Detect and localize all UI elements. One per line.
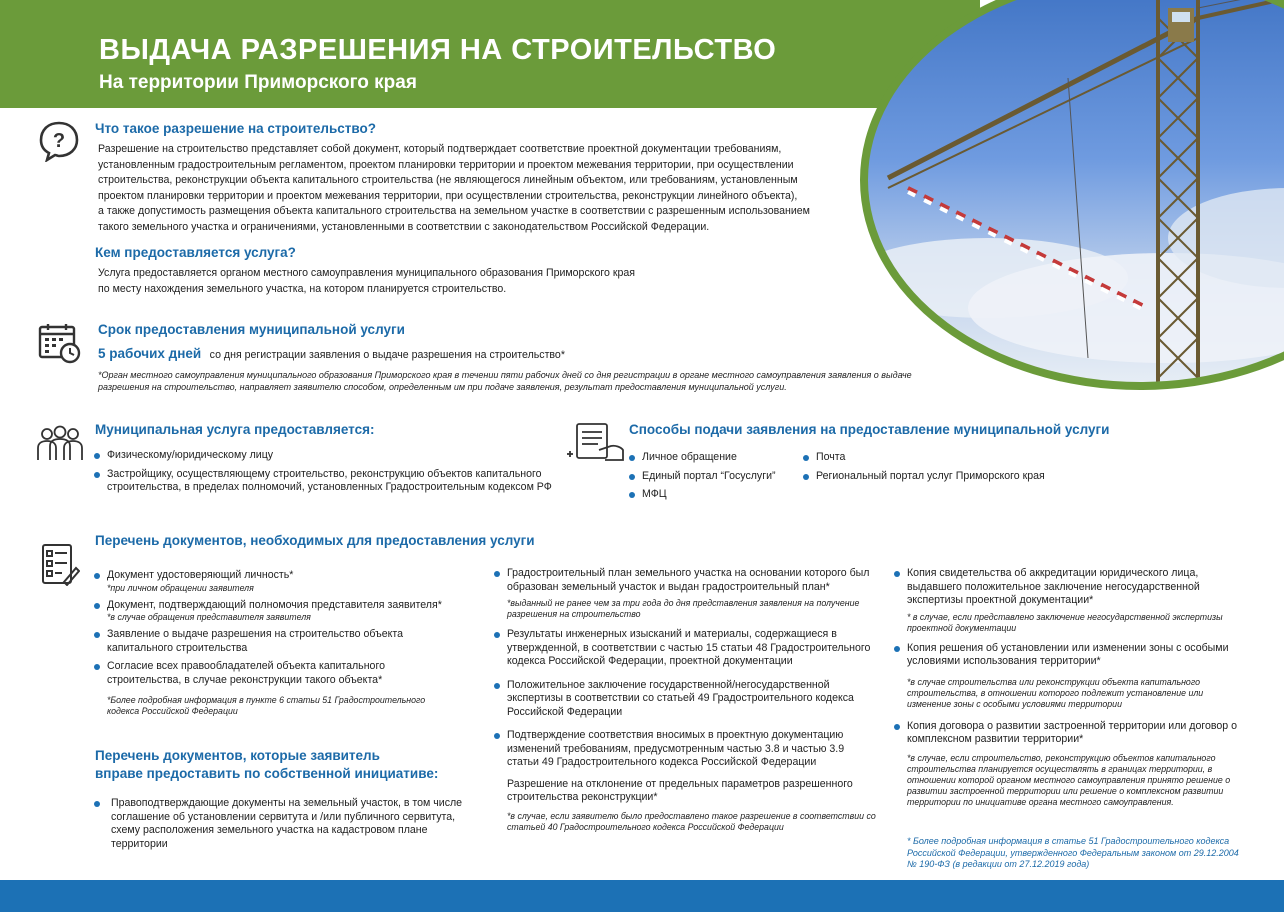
provided-list <box>93 449 573 495</box>
doc-note: *в случае, если строительство, реконструкцию объектов капитального строительства планируется осуществлять в границах территории, в отношении которой органом местного самоуправления принято решение о развитии застроенной территории или решение о комплексном развитии территории по инициативе органа местного самоуправления. <box>907 752 1231 807</box>
question-icon <box>38 120 80 167</box>
own-heading <box>95 747 438 783</box>
own-heading-line: вправе предоставить по собственной инициативе: <box>95 766 439 781</box>
doc-note: *Более подробная информация в пункте 6 статьи 51 Градостроительного кодекса Российской Федерации <box>107 695 426 716</box>
own-heading-line: Перечень документов, которые заявитель <box>95 748 380 763</box>
provided-item: Застройщику, осуществляющему строительство, реконструкцию объектов капитального строительства, в пределах полномочий, установленных Градостроительным кодексом РФ <box>93 468 573 495</box>
method-item: МФЦ <box>628 488 808 502</box>
page-subtitle: На территории Приморского края <box>99 72 417 93</box>
doc-item: Документ удостоверяющий личность* <box>93 569 473 583</box>
provided-heading: Муниципальная услуга предоставляется: <box>95 422 375 437</box>
doc-item: Подтверждение соответствия вносимых в проектную документацию изменений требованиям, предусмотренным частью 3.8 и частью 3.9 статьи 49 Градостроительного кодекса Российской Федерации <box>493 729 878 770</box>
method-item: Почта <box>802 451 1102 465</box>
doc-item: Положительное заключение государственной/негосударственной экспертизы в соответствии со статьей 49 Градостроительного кодекса Российской Федерации <box>493 679 878 720</box>
doc-note: *в случае обращения представителя заявителя <box>107 612 311 622</box>
doc-note: *в случае строительства или реконструкции объекта капитального строительства, в отношении которого подлежит установление или изменение зоны с особыми условиями территории <box>907 676 1204 709</box>
doc-item: Согласие всех правообладателей объекта капитального строительства, в случае реконструкции такого объекта* <box>93 660 423 687</box>
methods-list-2 <box>802 451 1102 483</box>
footer-note: * Более подробная информация в статье 51 Градостроительного кодекса Российской Федерации, утвержденного Федеральным законом от 29.12.2004 № 190-ФЗ (в редакции от 27.12.2019 года) <box>907 836 1239 869</box>
who-heading: Кем предоставляется услуга? <box>95 245 296 260</box>
what-line: а также допустимость размещения объекта капитального строительства на земельном участке в соответствии с разрешенным использованием <box>98 205 810 218</box>
doc-item: Копия решения об установлении или изменении зоны с особыми условиями использования территории* <box>893 642 1243 669</box>
doc-item-extra: Разрешение на отклонение от предельных параметров разрешенного строительства реконструкции* <box>507 777 853 803</box>
doc-item: Копия договора о развитии застроенной территории или договор о комплексном развитии территории* <box>893 720 1243 747</box>
term-days-rest: со дня регистрации заявления о выдаче разрешения на строительство* <box>209 349 565 361</box>
docs-column-2 <box>493 567 878 833</box>
methods-heading: Способы подачи заявления на предоставление муниципальной услуги <box>629 422 1110 437</box>
page-title: ВЫДАЧА РАЗРЕШЕНИЯ НА СТРОИТЕЛЬСТВО <box>99 34 777 66</box>
term-note-line: разрешения на строительство, направляет заявителю способом, определенным им при подаче заявления, результат предоставления муниципальной услуги. <box>98 381 787 392</box>
doc-item: Копия свидетельства об аккредитации юридического лица, выдавшего положительное заключение негосударственной экспертизы проектной документации* <box>893 567 1243 608</box>
term-note <box>98 370 978 393</box>
document-hand-icon <box>565 420 627 469</box>
method-item: Личное обращение <box>628 451 808 465</box>
doc-note: *при личном обращении заявителя <box>107 582 254 593</box>
doc-item: Результаты инженерных изысканий и материалы, содержащиеся в утвержденной, в соответствии с частью 15 статьи 48 Градостроительного кодекса Российской Федерации, проектной документации <box>493 628 878 669</box>
calendar-clock-icon <box>38 322 82 369</box>
doc-item: Документ, подтверждающий полномочия представителя заявителя* <box>93 599 473 613</box>
doc-item: Заявление о выдаче разрешения на строительство объекта капитального строительства <box>93 628 423 655</box>
method-item: Региональный портал услуг Приморского края <box>802 470 1102 484</box>
what-text <box>98 142 858 236</box>
what-line: Разрешение на строительство представляет собой документ, который подтверждает соответствие проектной документации требованиям, <box>98 143 782 155</box>
who-text <box>98 266 718 297</box>
people-icon <box>35 424 85 467</box>
what-line: такого земельного участка и ограничениями, установленными в соответствии с законодательством Российской Федерации. <box>98 220 710 233</box>
who-line: по месту нахождения земельного участка, на котором планируется строительство. <box>98 282 507 295</box>
checklist-icon <box>40 542 80 591</box>
term-heading: Срок предоставления муниципальной услуги <box>98 322 405 337</box>
what-line: установленным градостроительным регламентом, проектом планировки территории и проектом межевания территории, при осуществлении <box>98 158 794 171</box>
method-item: Единый портал “Госуслуги” <box>628 470 808 484</box>
docs-heading: Перечень документов, необходимых для предоставления услуги <box>95 533 535 548</box>
svg-text:?: ? <box>52 130 66 152</box>
doc-note: * в случае, если представлено заключение негосударственной экспертизы проектной документации <box>907 611 1223 633</box>
doc-note: *выданный не ранее чем за три года до дня представления заявления на получение разрешения на строительство <box>507 598 860 619</box>
provided-item: Физическому/юридическому лицу <box>93 449 573 463</box>
term-line <box>98 345 565 364</box>
own-list <box>93 797 463 851</box>
term-note-line: *Орган местного самоуправления муниципального образования Приморского края в течении пяти рабочих дней со дня регистрации в органе местного самоуправления заявления о выдаче <box>98 370 912 380</box>
docs-column-3 <box>893 567 1243 808</box>
methods-list-1 <box>628 451 808 502</box>
docs-column-1 <box>93 569 473 717</box>
what-line: проектом планировки территории и проектом межевания территории, при осуществлении строительства, реконструкции линейного объекта), <box>98 189 798 202</box>
bottom-bar <box>0 880 1284 912</box>
doc-item: Градостроительный план земельного участка на основании которого был образован земельный участок и выдан градостроительный план* <box>493 567 878 594</box>
crane-photo <box>860 0 1284 390</box>
own-item: Правоподтверждающие документы на земельный участок, в том числе соглашение об установлении сервитута и /или публичного сервитута, схему расположения земельного участка на кадастровом плане территории <box>93 797 463 851</box>
who-line: Услуга предоставляется органом местного самоуправления муниципального образования Приморского края <box>98 267 636 279</box>
crane-illustration <box>868 0 1284 390</box>
what-line: строительства, реконструкции объекта капитального строительства (не являющегося линейным объектом, или требованиям, установленным <box>98 174 798 187</box>
term-days: 5 рабочих дней <box>98 346 202 361</box>
doc-note: *в случае, если заявителю было предоставлено такое разрешение в соответствии со статьей 40 Градостроительного кодекса Российской Федерации <box>507 810 876 832</box>
what-heading: Что такое разрешение на строительство? <box>95 121 377 136</box>
